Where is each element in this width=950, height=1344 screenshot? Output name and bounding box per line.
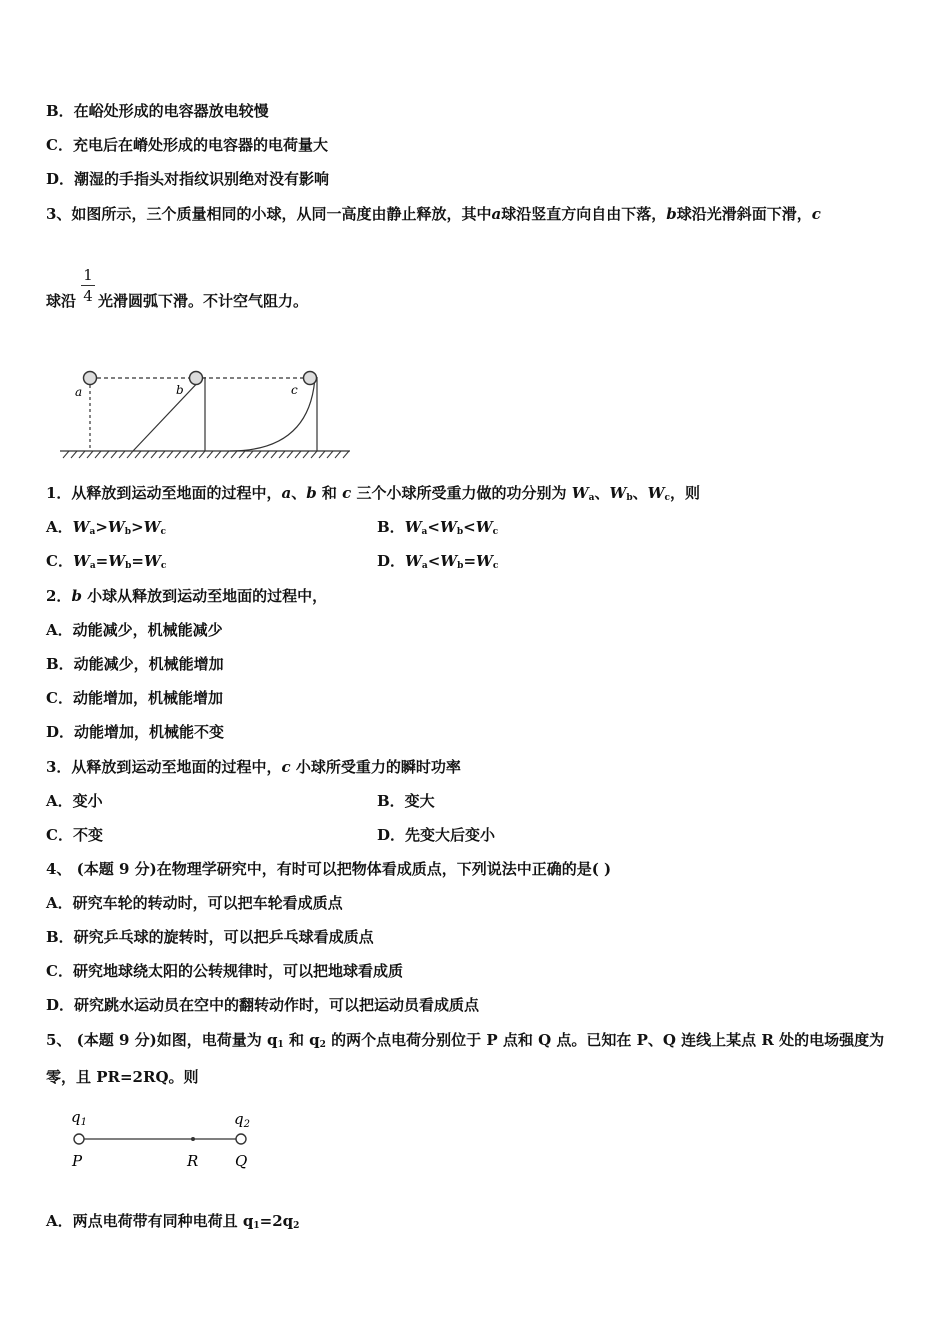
- ball-b: [190, 372, 203, 385]
- sub1-stem: 1．从释放到运动至地面的过程中，a、b 和 c 三个小球所受重力做的功分别为 $W_a$、$W_b$、$W_c$，则: [46, 484, 700, 503]
- sub2-option-c: C．动能增加，机械能增加: [46, 689, 223, 707]
- q4-option-a: A．研究车轮的转动时，可以把车轮看成质点: [46, 894, 343, 912]
- point-r: [191, 1137, 195, 1141]
- sub1-option-a: A．$W_a>W_b>W_c$: [46, 518, 166, 537]
- q5-stem-line1: 5、 (本题 9 分)如图，电荷量为 $q_1$ 和 $q_2$ 的两个点电荷分别位于 P 点和 Q 点。已知在 P、Q 连线上某点 R 处的电场强度为: [46, 1031, 885, 1050]
- label-c: c: [291, 383, 298, 397]
- q2-option-b: B．在峪处形成的电容器放电较慢: [46, 102, 269, 120]
- sub3-option-a: A．变小: [46, 792, 103, 810]
- sub3-stem: 3．从释放到运动至地面的过程中，c 小球所受重力的瞬时功率: [46, 758, 461, 776]
- q2-label: q: [234, 1110, 244, 1128]
- fraction-denominator: 4: [83, 287, 93, 305]
- q5-stem-line2: 零，且 PR=2RQ。则: [46, 1068, 199, 1086]
- p-label: P: [72, 1152, 83, 1170]
- q2-option-d: D．潮湿的手指头对指纹识别绝对没有影响: [46, 170, 330, 188]
- ball-a: [84, 372, 97, 385]
- q-label: Q: [235, 1152, 248, 1170]
- sub2-option-a: A．动能减少，机械能减少: [46, 621, 223, 639]
- q4-option-d: D．研究跳水运动员在空中的翻转动作时，可以把运动员看成质点: [46, 996, 480, 1014]
- sub3-option-d: D．先变大后变小: [377, 826, 496, 844]
- sub1-option-c: C．$W_a=W_b=W_c$: [46, 552, 167, 571]
- sub2-option-b: B．动能减少，机械能增加: [46, 655, 224, 673]
- point-q: [236, 1134, 246, 1144]
- label-b: b: [176, 383, 184, 397]
- label-a: a: [75, 385, 83, 399]
- sub1-option-d: D．$W_a<W_b=W_c$: [377, 552, 499, 571]
- three-balls-figure: [55, 362, 355, 462]
- fraction-numerator: 1: [83, 266, 93, 284]
- svg-text:q1: $q_1$: [71, 1108, 87, 1128]
- sub3-option-b: B．变大: [377, 792, 435, 810]
- svg-text:q2: $q_2$: [234, 1110, 250, 1130]
- quarter-fraction: [80, 266, 96, 305]
- sub2-option-d: D．动能增加，机械能不变: [46, 723, 225, 741]
- sub3-option-c: C．不变: [46, 826, 103, 844]
- q1-label: q: [71, 1108, 81, 1126]
- sub2-stem: 2．b 小球从释放到运动至地面的过程中，: [46, 587, 328, 605]
- q4-stem: 4、 (本题 9 分)在物理学研究中，有时可以把物体看成质点，下列说法中正确的是( ): [46, 860, 612, 878]
- q2-option-c: C．充电后在嵴处形成的电容器的电荷量大: [46, 136, 328, 154]
- q3-intro-line1: 3、如图所示，三个质量相同的小球，从同一高度由静止释放，其中a球沿竖直方向自由下落，b球沿光滑斜面下滑，c: [46, 205, 821, 223]
- r-label: R: [187, 1152, 199, 1170]
- q3-intro-line2: 球沿 光滑圆弧下滑。不计空气阻力。: [46, 292, 309, 310]
- ball-c: [304, 372, 317, 385]
- q4-option-c: C．研究地球绕太阳的公转规律时，可以把地球看成质: [46, 962, 403, 980]
- charges-figure: [66, 1100, 276, 1180]
- q4-option-b: B．研究乒乓球的旋转时，可以把乒乓球看成质点: [46, 928, 374, 946]
- point-p: [74, 1134, 84, 1144]
- sub1-option-b: B．$W_a<W_b<W_c$: [377, 518, 499, 537]
- q5-option-a: A．两点电荷带有同种电荷且 $q_1=2q_2$: [46, 1212, 300, 1231]
